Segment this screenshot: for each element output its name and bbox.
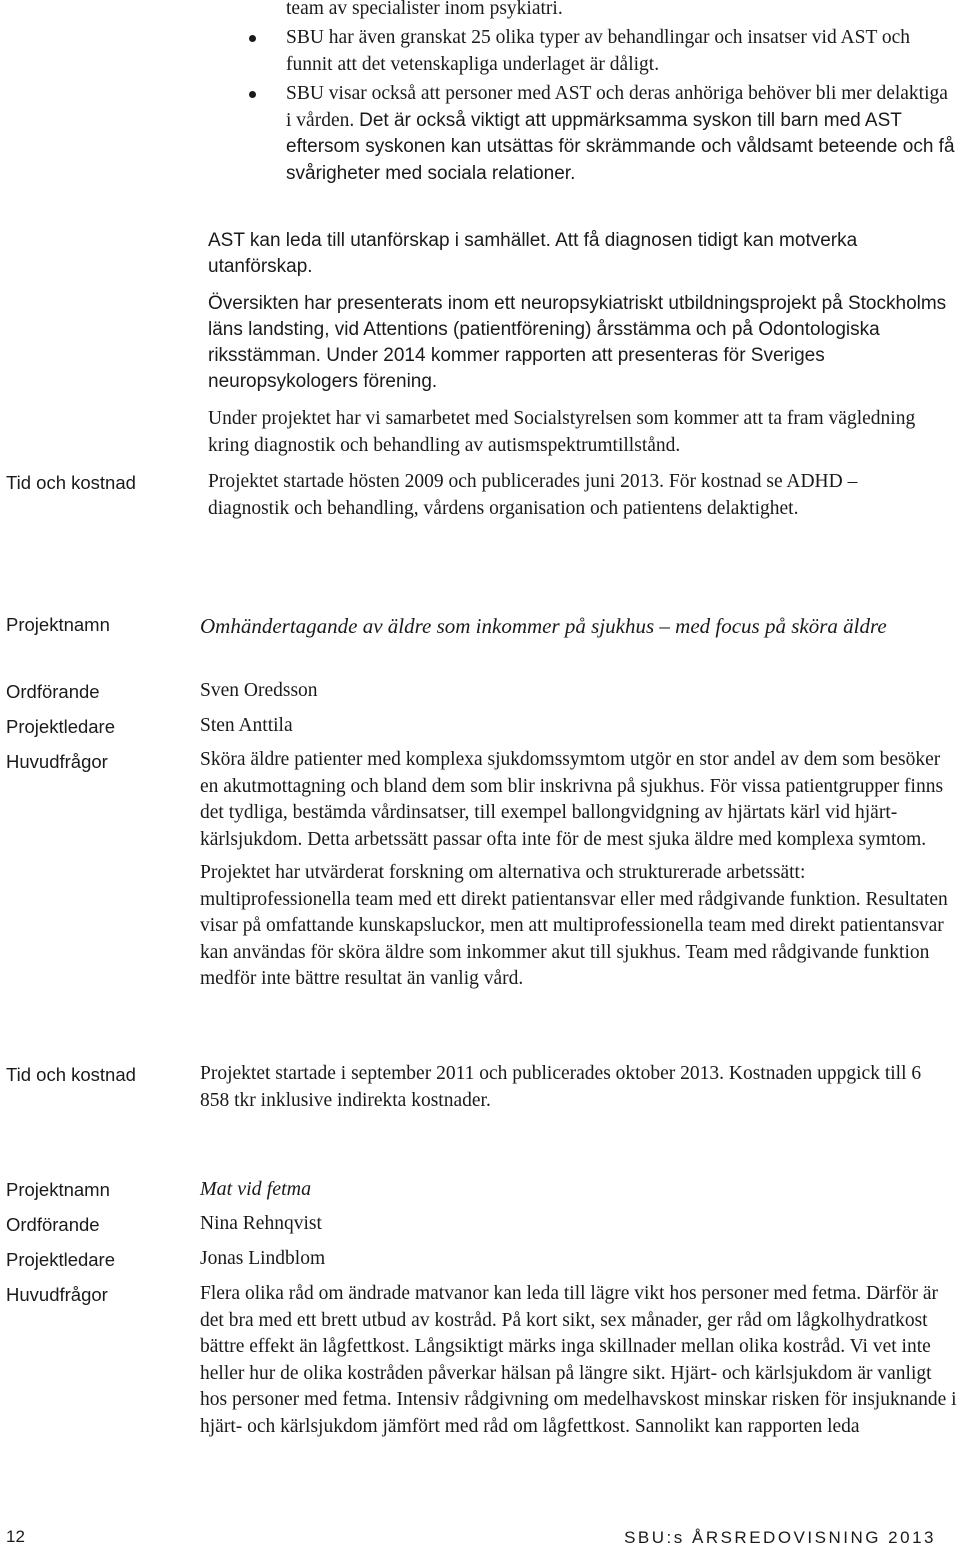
page-number: 12 xyxy=(6,1527,25,1546)
paragraph-collaboration: Under projektet har vi samarbetet med Socialstyrelsen som kommer att ta fram vägledning kring diagnostik och behandling av autismspektrumtillstånd. xyxy=(208,408,916,456)
footer-title: SBU:s ÅRSREDOVISNING 2013 xyxy=(624,1528,936,1547)
label-project-name: Projektnamn xyxy=(6,1179,110,1200)
main-questions-text: Flera olika råd om ändrade matvanor kan leda till lägre vikt hos personer med fetma. Därför är det bra med ett brett utbud av kostråd. På kort sikt, sex månader, ger råd om lågkolhydratkost bättre effekt än lågfettkost. Långsiktigt märks inga skillnader mellan olika kostråd. Vi vet inte heller hur de olika kostråden påverkar hälsan på längre sikt. Hjärt- och kärlsjukdom är vanligt hos personer med fetma. Intensiv rådgivning om medelhavskost minskar risken för insjuknande i hjärt- och kärlsjukdom jämfört med råd om lågfettkost. Sannolikt kan rapporten leda xyxy=(200,1283,957,1437)
project-name: Omhändertagande av äldre som inkommer på sjukhus – med focus på sköra äldre xyxy=(200,614,887,638)
label-time-cost: Tid och kostnad xyxy=(6,1064,136,1085)
label-project-name: Projektnamn xyxy=(6,614,110,635)
project-leader-name: Sten Anttila xyxy=(200,715,293,736)
project-leader-name: Jonas Lindblom xyxy=(200,1248,326,1269)
paragraph: Projektet har utvärderat forskning om alternativa och strukturerade arbetssätt: multiprofessionella team med ett direkt patientansvar eller med rådgivande funktion. Resultaten visar på omfattande kunskapsluckor, men att multiprofessionella team med direkt patientansvar kan användas för sköra äldre som inkommer akut till sjukhus. Team med rådgivande funktion medför inte bättre resultat än vanlig vård. xyxy=(200,862,948,989)
paragraph-ast-exclusion: AST kan leda till utanförskap i samhället. Att få diagnosen tidigt kan motverka utanförskap. xyxy=(208,230,858,277)
project-name: Mat vid fetma xyxy=(200,1178,312,1200)
bullet-icon xyxy=(249,35,256,42)
label-time-cost: Tid och kostnad xyxy=(6,472,136,493)
continuation-line: team av specialister inom psykiatri. xyxy=(286,0,563,19)
list-item: SBU har även granskat 25 olika typer av behandlingar och insatser vid AST och funnit att det vetenskapliga underlaget är dåligt. xyxy=(286,25,958,78)
bullet-list xyxy=(286,25,958,187)
chair-name: Sven Oredsson xyxy=(200,680,318,701)
label-chair: Ordförande xyxy=(6,681,100,702)
label-project-leader: Projektledare xyxy=(6,716,116,737)
paragraph: Sköra äldre patienter med komplexa sjukdomssymtom utgör en stor andel av dem som besöker en akutmottagning och bland dem som blir inskrivna på sjukhus. För vissa patientgrupper finns det tydliga, bestämda vårdinsatser, till exempel ballongvidgning av hjärtats kärl vid hjärt-kärlsjukdom. Detta arbetssätt passar ofta inte för de mest sjuka äldre med komplexa symtom. xyxy=(200,749,944,850)
label-main-questions: Huvudfrågor xyxy=(6,1284,108,1305)
paragraph-presentations: Översikten har presenterats inom ett neuropsykiatriskt utbildningsprojekt på Stockholms läns landsting, vid Attentions (patientförening) årsstämma och på Odontologiska riksstämman. Under 2014 kommer rapporten att presenteras för Sveriges neuropsykologers förening. xyxy=(208,293,947,392)
list-item: SBU visar också att personer med AST och deras anhöriga behöver bli mer delaktiga i vården. Det är också viktigt att uppmärksamma syskon till barn med AST eftersom syskonen kan utsättas för skrämmande och våldsamt beteende och få svårigheter med sociala relationer. xyxy=(286,81,958,187)
bullet-icon xyxy=(249,91,256,98)
label-main-questions: Huvudfrågor xyxy=(6,751,108,772)
label-chair: Ordförande xyxy=(6,1214,100,1235)
chair-name: Nina Rehnqvist xyxy=(200,1213,322,1234)
main-questions-text xyxy=(200,747,952,993)
cost-text: Projektet startade i september 2011 och publicerades oktober 2013. Kostnaden uppgick till 6 858 tkr inklusive indirekta kostnader. xyxy=(200,1063,922,1111)
label-project-leader: Projektledare xyxy=(6,1249,116,1270)
cost-text: Projektet startade hösten 2009 och publicerades juni 2013. För kostnad se ADHD – diagnostik och behandling, vårdens organisation och patientens delaktighet. xyxy=(208,471,858,519)
